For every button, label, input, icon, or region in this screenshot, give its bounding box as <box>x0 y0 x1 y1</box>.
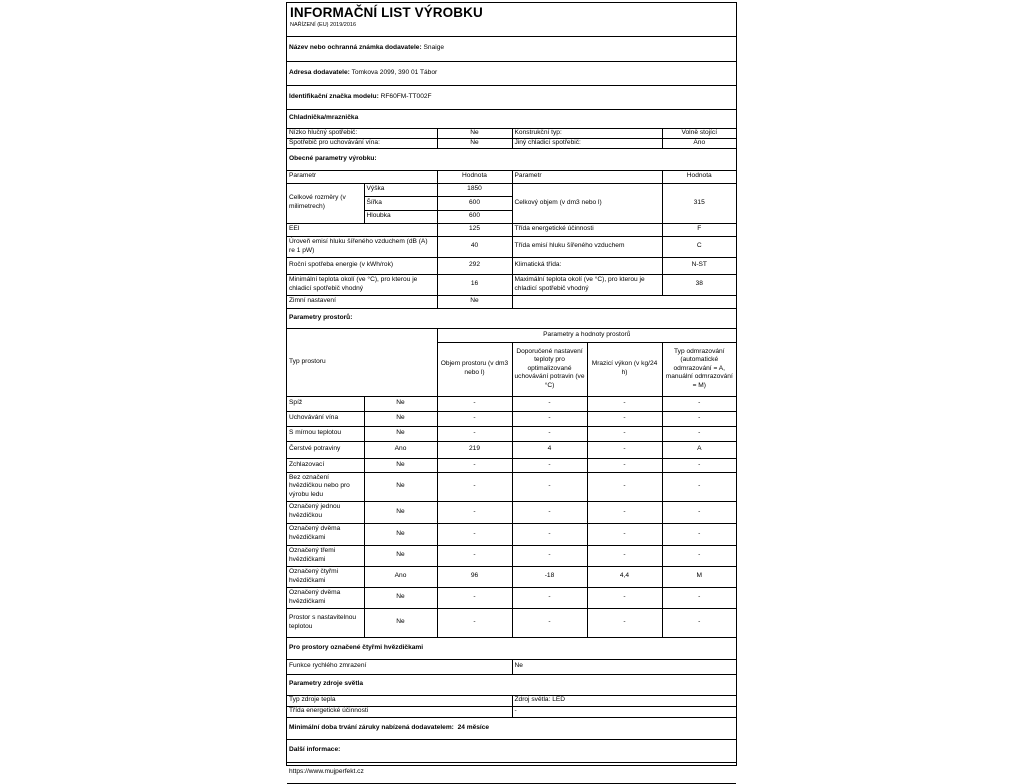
more-title <box>287 739 736 762</box>
compartment-value: - <box>662 472 736 501</box>
column-header: Typ odmrazování (automatické odmrazování = A, manuální odmrazování = M) <box>662 342 736 396</box>
param-label: Roční spotřeba energie (v kWh/rok) <box>287 257 437 274</box>
light-title <box>287 674 736 695</box>
document-title: INFORMAČNÍ LIST VÝROBKU <box>290 5 483 20</box>
compartment-row <box>287 566 736 587</box>
param-value: Ne <box>437 128 512 138</box>
compartment-name: Uchovávání vína <box>287 411 364 426</box>
compartment-present: Ano <box>364 441 437 458</box>
param-value: 40 <box>437 236 512 257</box>
param-value: N-ST <box>662 257 736 274</box>
compartment-name: Označený dvěma hvězdičkami <box>287 523 364 545</box>
compartment-present: Ne <box>364 426 437 441</box>
label-text: RF60FM-TT002F <box>380 92 432 100</box>
general-row <box>287 236 736 257</box>
label-text: Tomkova 2099, 390 01 Tábor <box>351 68 438 76</box>
compartment-value: - <box>587 441 662 458</box>
dimension-label: Výška <box>364 183 437 196</box>
compartment-value: - <box>662 608 736 637</box>
section-title: Parametry zdroje světla <box>287 674 736 695</box>
compartment-row <box>287 458 736 472</box>
dimensions-label: Celkové rozměry (v milimetrech) <box>287 183 364 223</box>
compartment-value: - <box>587 472 662 501</box>
compartment-value: - <box>437 426 512 441</box>
column-header: Parametr <box>512 170 662 183</box>
compartment-value: - <box>587 426 662 441</box>
compartment-value: - <box>587 501 662 523</box>
compartment-value: 4,4 <box>587 566 662 587</box>
warranty-row <box>287 717 736 739</box>
param-label: Úroveň emisí hluku šířeného vzduchem (dB (A) re 1 pW) <box>287 236 437 257</box>
dims-row <box>287 183 736 196</box>
compartment-name: Čerstvé potraviny <box>287 441 364 458</box>
param-label: Minimální teplota okolí (ve °C), pro kterou je chladicí spotřebič vhodný <box>287 274 437 295</box>
param-value: Zdroj světla: LED <box>512 695 736 706</box>
compartment-name: Spíž <box>287 396 364 411</box>
compartment-value: - <box>512 396 587 411</box>
label-text: Minimální doba trvání záruky nabízená dodavatelem: <box>289 723 454 731</box>
section-title: Další informace: <box>287 739 736 762</box>
compartment-row <box>287 608 736 637</box>
compartment-value: 4 <box>512 441 587 458</box>
param-label: Funkce rychlého zmrazení <box>287 659 512 674</box>
label-text: Adresa dodavatele: <box>289 68 350 76</box>
compartment-present: Ne <box>364 545 437 566</box>
winter-row <box>287 295 736 308</box>
sheet-table <box>287 37 736 784</box>
supplier-address <box>287 61 736 85</box>
dimension-label: Šířka <box>364 196 437 210</box>
param-value: 38 <box>662 274 736 295</box>
param-label: Jiný chladicí spotřebič: <box>512 138 662 148</box>
compartment-present: Ano <box>364 566 437 587</box>
four-star-title <box>287 637 736 659</box>
category-title <box>287 109 736 128</box>
compartment-row <box>287 441 736 458</box>
compartment-row <box>287 587 736 608</box>
compartment-value: - <box>437 396 512 411</box>
compartment-value: - <box>512 608 587 637</box>
compartments-header <box>287 328 736 342</box>
param-value: Volně stojící <box>662 128 736 138</box>
supplier-address-row <box>287 61 736 85</box>
param-value: 292 <box>437 257 512 274</box>
general-row <box>287 257 736 274</box>
compartment-value: - <box>512 545 587 566</box>
supplier-name <box>287 37 736 61</box>
light-type-row <box>287 695 736 706</box>
compartment-name: Označený jednou hvězdičkou <box>287 501 364 523</box>
column-header: Mrazicí výkon (v kg/24 h) <box>587 342 662 396</box>
column-header: Parametr <box>287 170 437 183</box>
compartment-present: Ne <box>364 523 437 545</box>
compartment-type-header: Typ prostoru <box>287 328 437 396</box>
compartment-value: - <box>512 458 587 472</box>
compartment-value: - <box>587 396 662 411</box>
compartment-value: - <box>662 426 736 441</box>
compartment-value: - <box>437 472 512 501</box>
compartment-value: - <box>437 458 512 472</box>
dimension-value: 600 <box>437 196 512 210</box>
param-value: - <box>512 706 736 717</box>
dimension-label: Hloubka <box>364 210 437 223</box>
compartment-present: Ne <box>364 587 437 608</box>
compartment-value: 96 <box>437 566 512 587</box>
compartment-value: - <box>662 501 736 523</box>
compartment-value: - <box>512 411 587 426</box>
compartment-value: - <box>662 411 736 426</box>
compartment-present: Ne <box>364 501 437 523</box>
label-text: 24 měsíce <box>457 723 490 731</box>
compartment-value: - <box>662 396 736 411</box>
param-label: EEI <box>287 223 437 236</box>
compartment-present: Ne <box>364 472 437 501</box>
compartment-value: 219 <box>437 441 512 458</box>
empty-cell <box>512 295 736 308</box>
column-header: Hodnota <box>662 170 736 183</box>
category-row <box>287 128 736 138</box>
compartment-name: Bez označení hvězdičkou nebo pro výrobu ledu <box>287 472 364 501</box>
supplier-name-row <box>287 37 736 61</box>
column-header: Objem prostoru (v dm3 nebo l) <box>437 342 512 396</box>
section-title: Parametry prostorů: <box>287 308 736 328</box>
compartment-value: - <box>662 587 736 608</box>
general-header <box>287 170 736 183</box>
compartment-value: A <box>662 441 736 458</box>
compartment-value: - <box>437 501 512 523</box>
param-value: Ne <box>512 659 736 674</box>
compartment-value: - <box>437 545 512 566</box>
compartment-value: - <box>512 426 587 441</box>
compartment-name: Zchlazovací <box>287 458 364 472</box>
general-row <box>287 223 736 236</box>
section-title: Chladnička/mraznička <box>287 109 736 128</box>
compartment-value: - <box>512 523 587 545</box>
volume-value: 315 <box>662 183 736 223</box>
label-text: Identifikační značka modelu: <box>289 92 379 100</box>
compartment-name: Označený třemi hvězdičkami <box>287 545 364 566</box>
compartment-value: - <box>437 587 512 608</box>
dimension-value: 600 <box>437 210 512 223</box>
param-value: Ne <box>437 295 512 308</box>
model-id-row <box>287 85 736 109</box>
param-label: Klimatická třída: <box>512 257 662 274</box>
compartment-value: - <box>512 587 587 608</box>
more-url-row <box>287 762 736 783</box>
compartment-row <box>287 426 736 441</box>
compartment-value: - <box>437 523 512 545</box>
compartment-name: Označený čtyřmi hvězdičkami <box>287 566 364 587</box>
compartment-value: - <box>512 472 587 501</box>
compartments-title <box>287 308 736 328</box>
param-label: Nízko hlučný spotřebič: <box>287 128 437 138</box>
dimension-value: 1850 <box>437 183 512 196</box>
light-class-row <box>287 706 736 717</box>
product-information-sheet <box>286 2 737 776</box>
warranty <box>287 717 736 739</box>
column-header: Hodnota <box>437 170 512 183</box>
label-text: Název nebo ochranná známka dodavatele: <box>289 44 422 52</box>
title-block <box>287 3 736 37</box>
param-value: C <box>662 236 736 257</box>
volume-label: Celkový objem (v dm3 nebo l) <box>512 183 662 223</box>
column-header: Doporučené nastavení teploty pro optimalizované uchovávání potravin (ve °C) <box>512 342 587 396</box>
compartment-value: - <box>587 458 662 472</box>
compartment-value: - <box>662 545 736 566</box>
group-header: Parametry a hodnoty prostorů <box>437 328 736 342</box>
label-text: Snaige <box>423 44 445 52</box>
param-value: Ano <box>662 138 736 148</box>
compartment-name: Prostor s nastavitelnou teplotou <box>287 608 364 637</box>
compartment-value: M <box>662 566 736 587</box>
compartment-value: - <box>587 523 662 545</box>
model-id <box>287 85 736 109</box>
website-url: https://www.mujperfekt.cz <box>287 762 736 783</box>
compartment-present: Ne <box>364 396 437 411</box>
compartment-row <box>287 523 736 545</box>
category-row <box>287 138 736 148</box>
param-label: Spotřebič pro uchovávání vína: <box>287 138 437 148</box>
param-label: Maximální teplota okolí (ve °C), pro kterou je chladicí spotřebič vhodný <box>512 274 662 295</box>
param-value: F <box>662 223 736 236</box>
param-label: Třída emisí hluku šířeného vzduchem <box>512 236 662 257</box>
four-star-row <box>287 659 736 674</box>
compartment-row <box>287 501 736 523</box>
param-value: Ne <box>437 138 512 148</box>
param-label: Třída energetické účinnosti <box>512 223 662 236</box>
param-label: Zimní nastavení <box>287 295 437 308</box>
compartment-value: - <box>437 608 512 637</box>
param-label: Třída energetické účinnosti <box>287 706 512 717</box>
compartment-name: Označený dvěma hvězdičkami <box>287 587 364 608</box>
compartment-present: Ne <box>364 608 437 637</box>
regulation-reference: NAŘÍZENÍ (EU) 2019/2016 <box>290 22 357 28</box>
compartment-value: - <box>437 411 512 426</box>
section-title: Pro prostory označené čtyřmi hvězdičkami <box>287 637 736 659</box>
param-label: Konstrukční typ: <box>512 128 662 138</box>
param-value: 16 <box>437 274 512 295</box>
compartment-value: - <box>662 523 736 545</box>
compartment-value: - <box>587 545 662 566</box>
compartment-row <box>287 545 736 566</box>
param-label: Typ zdroje tepla <box>287 695 512 706</box>
compartment-value: - <box>587 608 662 637</box>
compartment-value: - <box>587 411 662 426</box>
section-title: Obecné parametry výrobku: <box>287 148 736 170</box>
param-value: 125 <box>437 223 512 236</box>
compartment-value: -18 <box>512 566 587 587</box>
compartment-present: Ne <box>364 411 437 426</box>
compartment-row <box>287 411 736 426</box>
compartment-name: S mírnou teplotou <box>287 426 364 441</box>
compartment-present: Ne <box>364 458 437 472</box>
compartment-value: - <box>512 501 587 523</box>
compartment-row <box>287 472 736 501</box>
compartment-row <box>287 396 736 411</box>
general-row <box>287 274 736 295</box>
general-title <box>287 148 736 170</box>
compartment-value: - <box>662 458 736 472</box>
compartment-value: - <box>587 587 662 608</box>
